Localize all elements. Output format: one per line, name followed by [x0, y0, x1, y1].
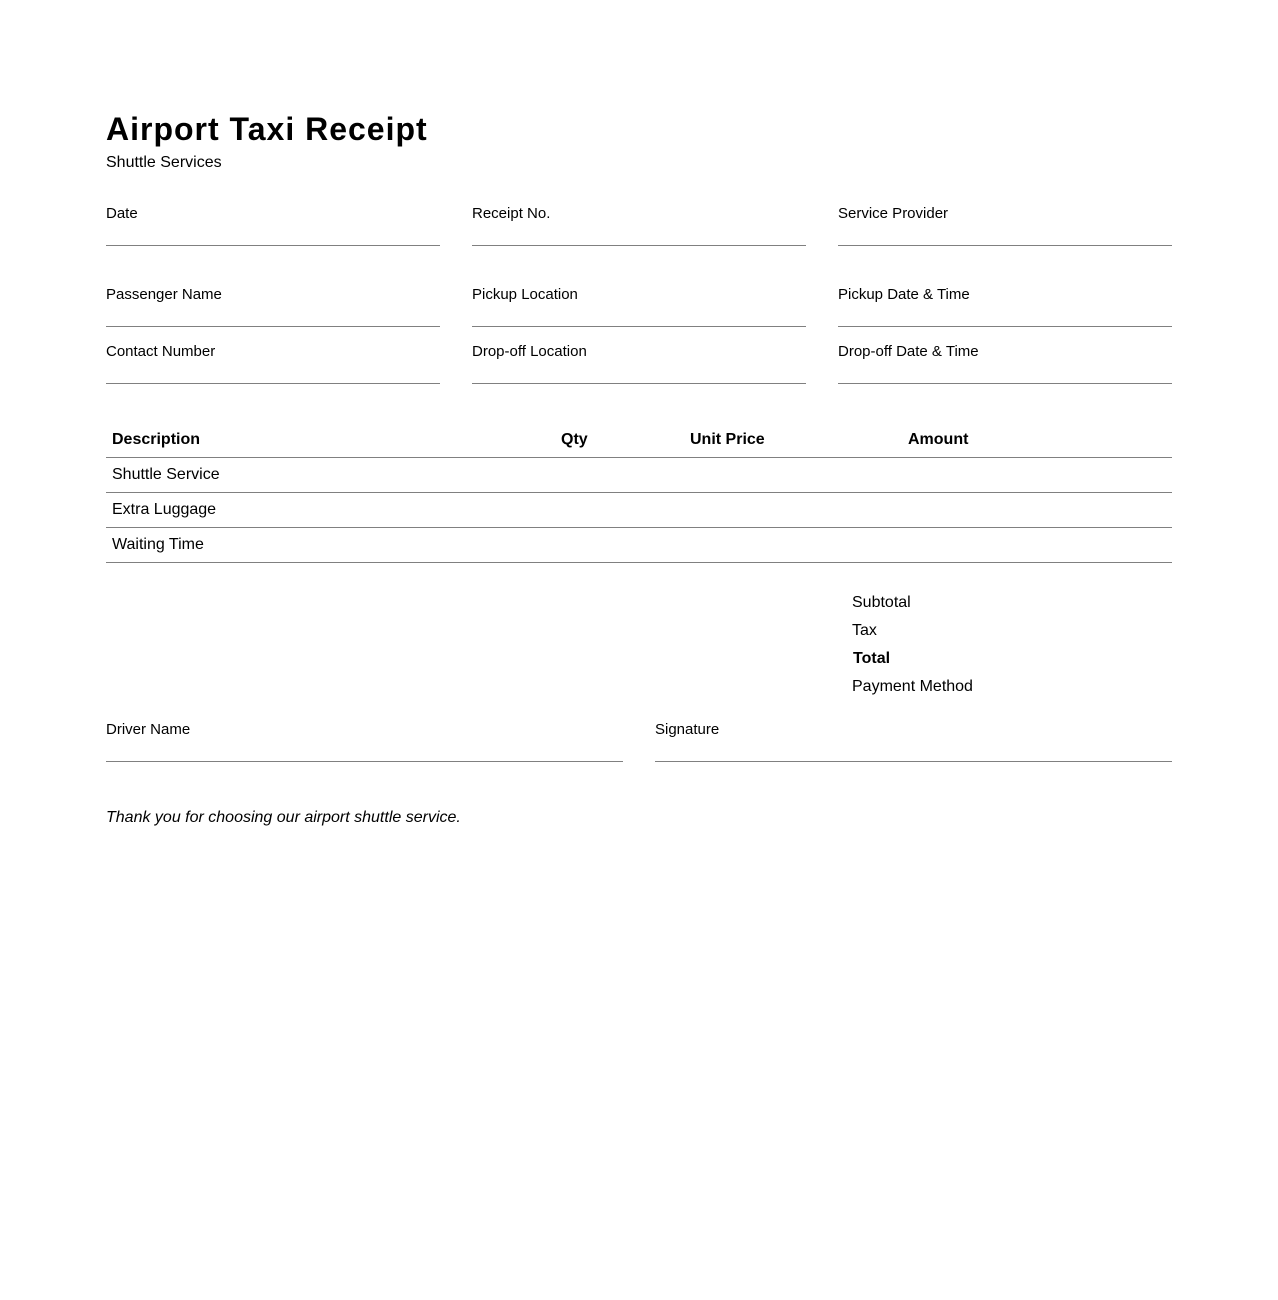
dropoff-datetime-field[interactable]	[838, 343, 1172, 384]
service-provider-field[interactable]	[838, 205, 1172, 246]
date-field[interactable]	[106, 205, 440, 246]
driver-name-field[interactable]	[106, 721, 623, 762]
receipt-no-field[interactable]	[472, 205, 806, 246]
column-header-amount: Amount	[902, 422, 1172, 458]
tax-label: Tax	[852, 622, 877, 639]
row-qty[interactable]	[555, 493, 684, 528]
page-subtitle: Shuttle Services	[106, 154, 222, 171]
totals-block	[852, 594, 973, 706]
row-description: Shuttle Service	[106, 458, 555, 493]
dropoff-location-label: Drop-off Location	[472, 343, 587, 360]
table-row	[106, 493, 1172, 528]
column-header-description: Description	[106, 422, 555, 458]
service-provider-label: Service Provider	[838, 205, 949, 222]
page-title: Airport Taxi Receipt	[106, 111, 428, 147]
row-unit-price[interactable]	[684, 458, 902, 493]
dropoff-datetime-label: Drop-off Date & Time	[838, 343, 979, 360]
passenger-name-field[interactable]	[106, 286, 440, 327]
items-table	[106, 422, 1172, 563]
contact-number-field[interactable]	[106, 343, 440, 384]
total-label: Total	[853, 650, 891, 667]
column-header-unit-price: Unit Price	[684, 422, 902, 458]
driver-name-label: Driver Name	[106, 721, 191, 738]
signature-field[interactable]	[655, 721, 1172, 762]
row-amount[interactable]	[902, 528, 1172, 563]
signature-label: Signature	[655, 721, 720, 738]
row-amount[interactable]	[902, 458, 1172, 493]
row-unit-price[interactable]	[684, 528, 902, 563]
pickup-datetime-label: Pickup Date & Time	[838, 286, 970, 303]
dropoff-location-field[interactable]	[472, 343, 806, 384]
table-header-row	[106, 422, 1172, 458]
pickup-location-label: Pickup Location	[472, 286, 578, 303]
row-qty[interactable]	[555, 528, 684, 563]
contact-number-label: Contact Number	[106, 343, 216, 360]
row-description: Extra Luggage	[106, 493, 555, 528]
row-amount[interactable]	[902, 493, 1172, 528]
row-qty[interactable]	[555, 458, 684, 493]
row-unit-price[interactable]	[684, 493, 902, 528]
passenger-name-label: Passenger Name	[106, 286, 222, 303]
date-label: Date	[106, 205, 138, 222]
receipt-no-label: Receipt No.	[472, 205, 551, 222]
row-description: Waiting Time	[106, 528, 555, 563]
column-header-qty: Qty	[555, 422, 684, 458]
subtotal-label: Subtotal	[852, 594, 911, 611]
pickup-datetime-field[interactable]	[838, 286, 1172, 327]
table-row	[106, 528, 1172, 563]
pickup-location-field[interactable]	[472, 286, 806, 327]
payment-method-label: Payment Method	[852, 678, 973, 695]
thank-you-note: Thank you for choosing our airport shuttle service.	[106, 809, 461, 826]
table-row	[106, 458, 1172, 493]
